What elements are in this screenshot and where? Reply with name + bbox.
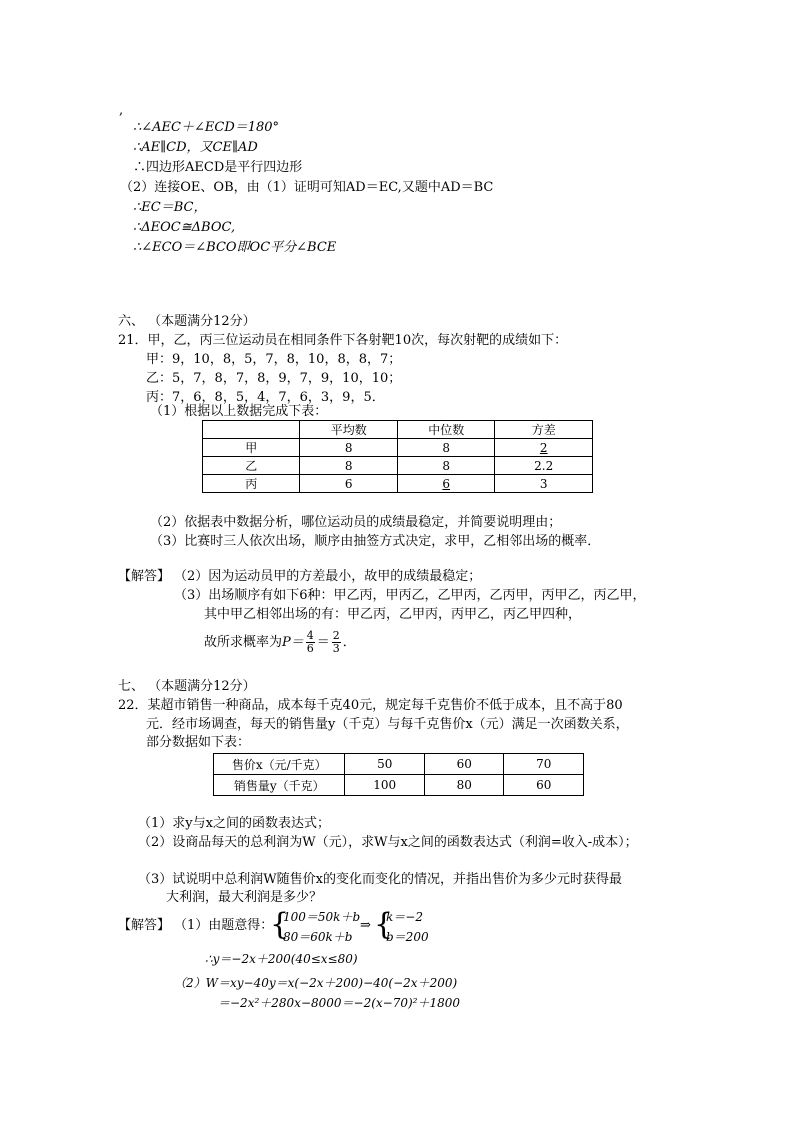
proof-line-4: （2）连接OE、OB，由（1）证明可知AD＝EC,又题中AD＝BC: [120, 180, 494, 195]
table-row: [203, 457, 593, 475]
probability-prefix: 故所求概率为: [204, 635, 283, 650]
period: ．: [342, 635, 356, 650]
section-seven-heading: 七、 （本题满分12分）: [118, 679, 256, 694]
system-eq-1: 100＝50k＋b: [283, 910, 361, 924]
table-header-cell: [203, 421, 300, 439]
proof-line-5: ∴EC＝BC，: [133, 200, 207, 215]
q22-answer-1-prefix: （1）由题意得：: [174, 918, 274, 933]
q22-stem-1: 22．某超市销售一种商品，成本每千克40元，规定每千克售价不低于成本，且不高于80: [118, 698, 623, 713]
fraction-numerator: 4: [306, 629, 314, 642]
table-cell: 60: [504, 775, 584, 796]
fraction-4-6: [306, 630, 315, 655]
table-cell: 8: [397, 439, 494, 457]
proof-line-3: ∴四边形AECD是平行四边形: [133, 160, 303, 175]
table-cell: 60: [424, 754, 504, 775]
q22-sub2: （2）设商品每天的总利润为W（元），求W与x之间的函数表达式（利润=收入-成本）；: [138, 835, 638, 850]
table-header-row: [203, 421, 593, 439]
table-row-label: 销售量y（千克）: [214, 775, 345, 796]
table-cell-value: 2: [539, 440, 548, 455]
table-header-cell: 方差: [495, 421, 593, 439]
q21-answer-tag: 【解答】: [118, 569, 171, 584]
q21-scores-a: 甲：9，10，8，5，7，8，10，8，8，7；: [146, 352, 402, 367]
q22-sub1: （1）求y与x之间的函数表达式；: [138, 816, 330, 831]
table-row-label: 售价x（元/千克）: [214, 754, 345, 775]
table-cell: 80: [424, 775, 504, 796]
q22-sub3b: 大利润，最大利润是多少？: [166, 890, 323, 905]
proof-line-7: ∴∠ECO＝∠BCO即OC平分∠BCE: [133, 240, 337, 255]
q21-stem: 21．甲，乙，丙三位运动员在相同条件下各射靶10次，每次射靶的成绩如下：: [118, 333, 568, 348]
q21-table: [202, 420, 593, 493]
table-header-cell: 平均数: [300, 421, 397, 439]
table-cell: 8: [300, 457, 397, 475]
q22-table: [213, 753, 584, 796]
table-cell: 3: [495, 475, 593, 493]
q22-stem-2: 元．经市场调查，每天的销售量y（千克）与每千克售价x（元）满足一次函数关系，: [146, 717, 629, 732]
proof-line-6: ∴ΔEOC≅ΔBOC,: [133, 220, 236, 235]
q21-scores-b: 乙：5，7，8，7，8，9，7，9，10，10；: [146, 371, 402, 386]
table-cell: 100: [345, 775, 425, 796]
section-six-heading: 六、 （本题满分12分）: [118, 314, 256, 329]
fraction-2-3: [332, 630, 341, 655]
table-row: [214, 754, 584, 775]
q22-answer-2a: （2）W＝xy−40y＝x(−2x＋200)−40(−2x＋200): [174, 976, 458, 990]
q22-answer-2b: ＝−2x²＋280x−8000＝−2(x−70)²＋1800: [218, 996, 461, 1010]
q21-answer-2: （2）因为运动员甲的方差最小，故甲的成绩最稳定；: [174, 569, 482, 584]
fraction-denominator: 3: [332, 642, 340, 655]
table-cell: [397, 475, 494, 493]
q21-answer-3a: （3）出场顺序有如下6种：甲乙丙，甲丙乙，乙甲丙，乙丙甲，丙甲乙，丙乙甲，: [174, 588, 646, 603]
table-cell: 6: [300, 475, 397, 493]
table-cell-value: 6: [442, 476, 451, 491]
left-brace: {: [270, 907, 290, 942]
table-header-cell: 中位数: [397, 421, 494, 439]
q21-scores-c: 丙：7，6，8，5，4，7，6，3，9，5．: [146, 390, 385, 405]
equals-sign: ＝: [316, 635, 330, 650]
fraction-denominator: 6: [306, 642, 314, 655]
fraction-numerator: 2: [332, 629, 340, 642]
left-brace: {: [374, 907, 394, 942]
q21-answer-3c: [204, 628, 356, 658]
system-eq-2: 80＝60k＋b: [283, 930, 353, 944]
probability-symbol: P＝: [282, 635, 304, 650]
table-cell: [495, 439, 593, 457]
table-row: [203, 475, 593, 493]
q22-stem-3: 部分数据如下表：: [146, 735, 251, 750]
table-cell: 70: [504, 754, 584, 775]
q21-sub1: （1）根据以上数据完成下表：: [150, 404, 328, 419]
table-cell: 8: [397, 457, 494, 475]
table-cell: 8: [300, 439, 397, 457]
q22-answer-tag: 【解答】: [118, 918, 171, 933]
table-cell: 50: [345, 754, 425, 775]
proof-line-1: ∴∠AEC＋∠ECD＝180°: [133, 120, 280, 135]
q21-answer-3b: 其中甲乙相邻出场的有：甲乙丙，乙甲丙，丙甲乙，丙乙甲四种，: [204, 607, 582, 622]
solution-b: b＝200: [386, 930, 429, 944]
table-cell: 2.2: [495, 457, 593, 475]
q22-sub3a: （3）试说明中总利润W随售价x的变化而变化的情况，并指出售价为多少元时获得最: [138, 872, 622, 887]
implies-arrow: ⇒: [360, 918, 371, 933]
table-cell: 丙: [203, 475, 300, 493]
solution-k: k＝−2: [386, 910, 423, 924]
proof-line-2: ∴AE∥CD，又CE∥AD: [133, 140, 258, 155]
q21-sub3: （3）比赛时三人依次出场，顺序由抽签方式决定，求甲，乙相邻出场的概率．: [150, 534, 601, 549]
stray-comma: ,: [119, 103, 124, 118]
table-cell: 乙: [203, 457, 300, 475]
table-row: [214, 775, 584, 796]
q21-sub2: （2）依据表中数据分析，哪位运动员的成绩最稳定，并简要说明理由；: [150, 515, 562, 530]
table-row: [203, 439, 593, 457]
q22-answer-1-result: ∴y＝−2x＋200(40≤x≤80): [205, 952, 358, 966]
table-cell: 甲: [203, 439, 300, 457]
